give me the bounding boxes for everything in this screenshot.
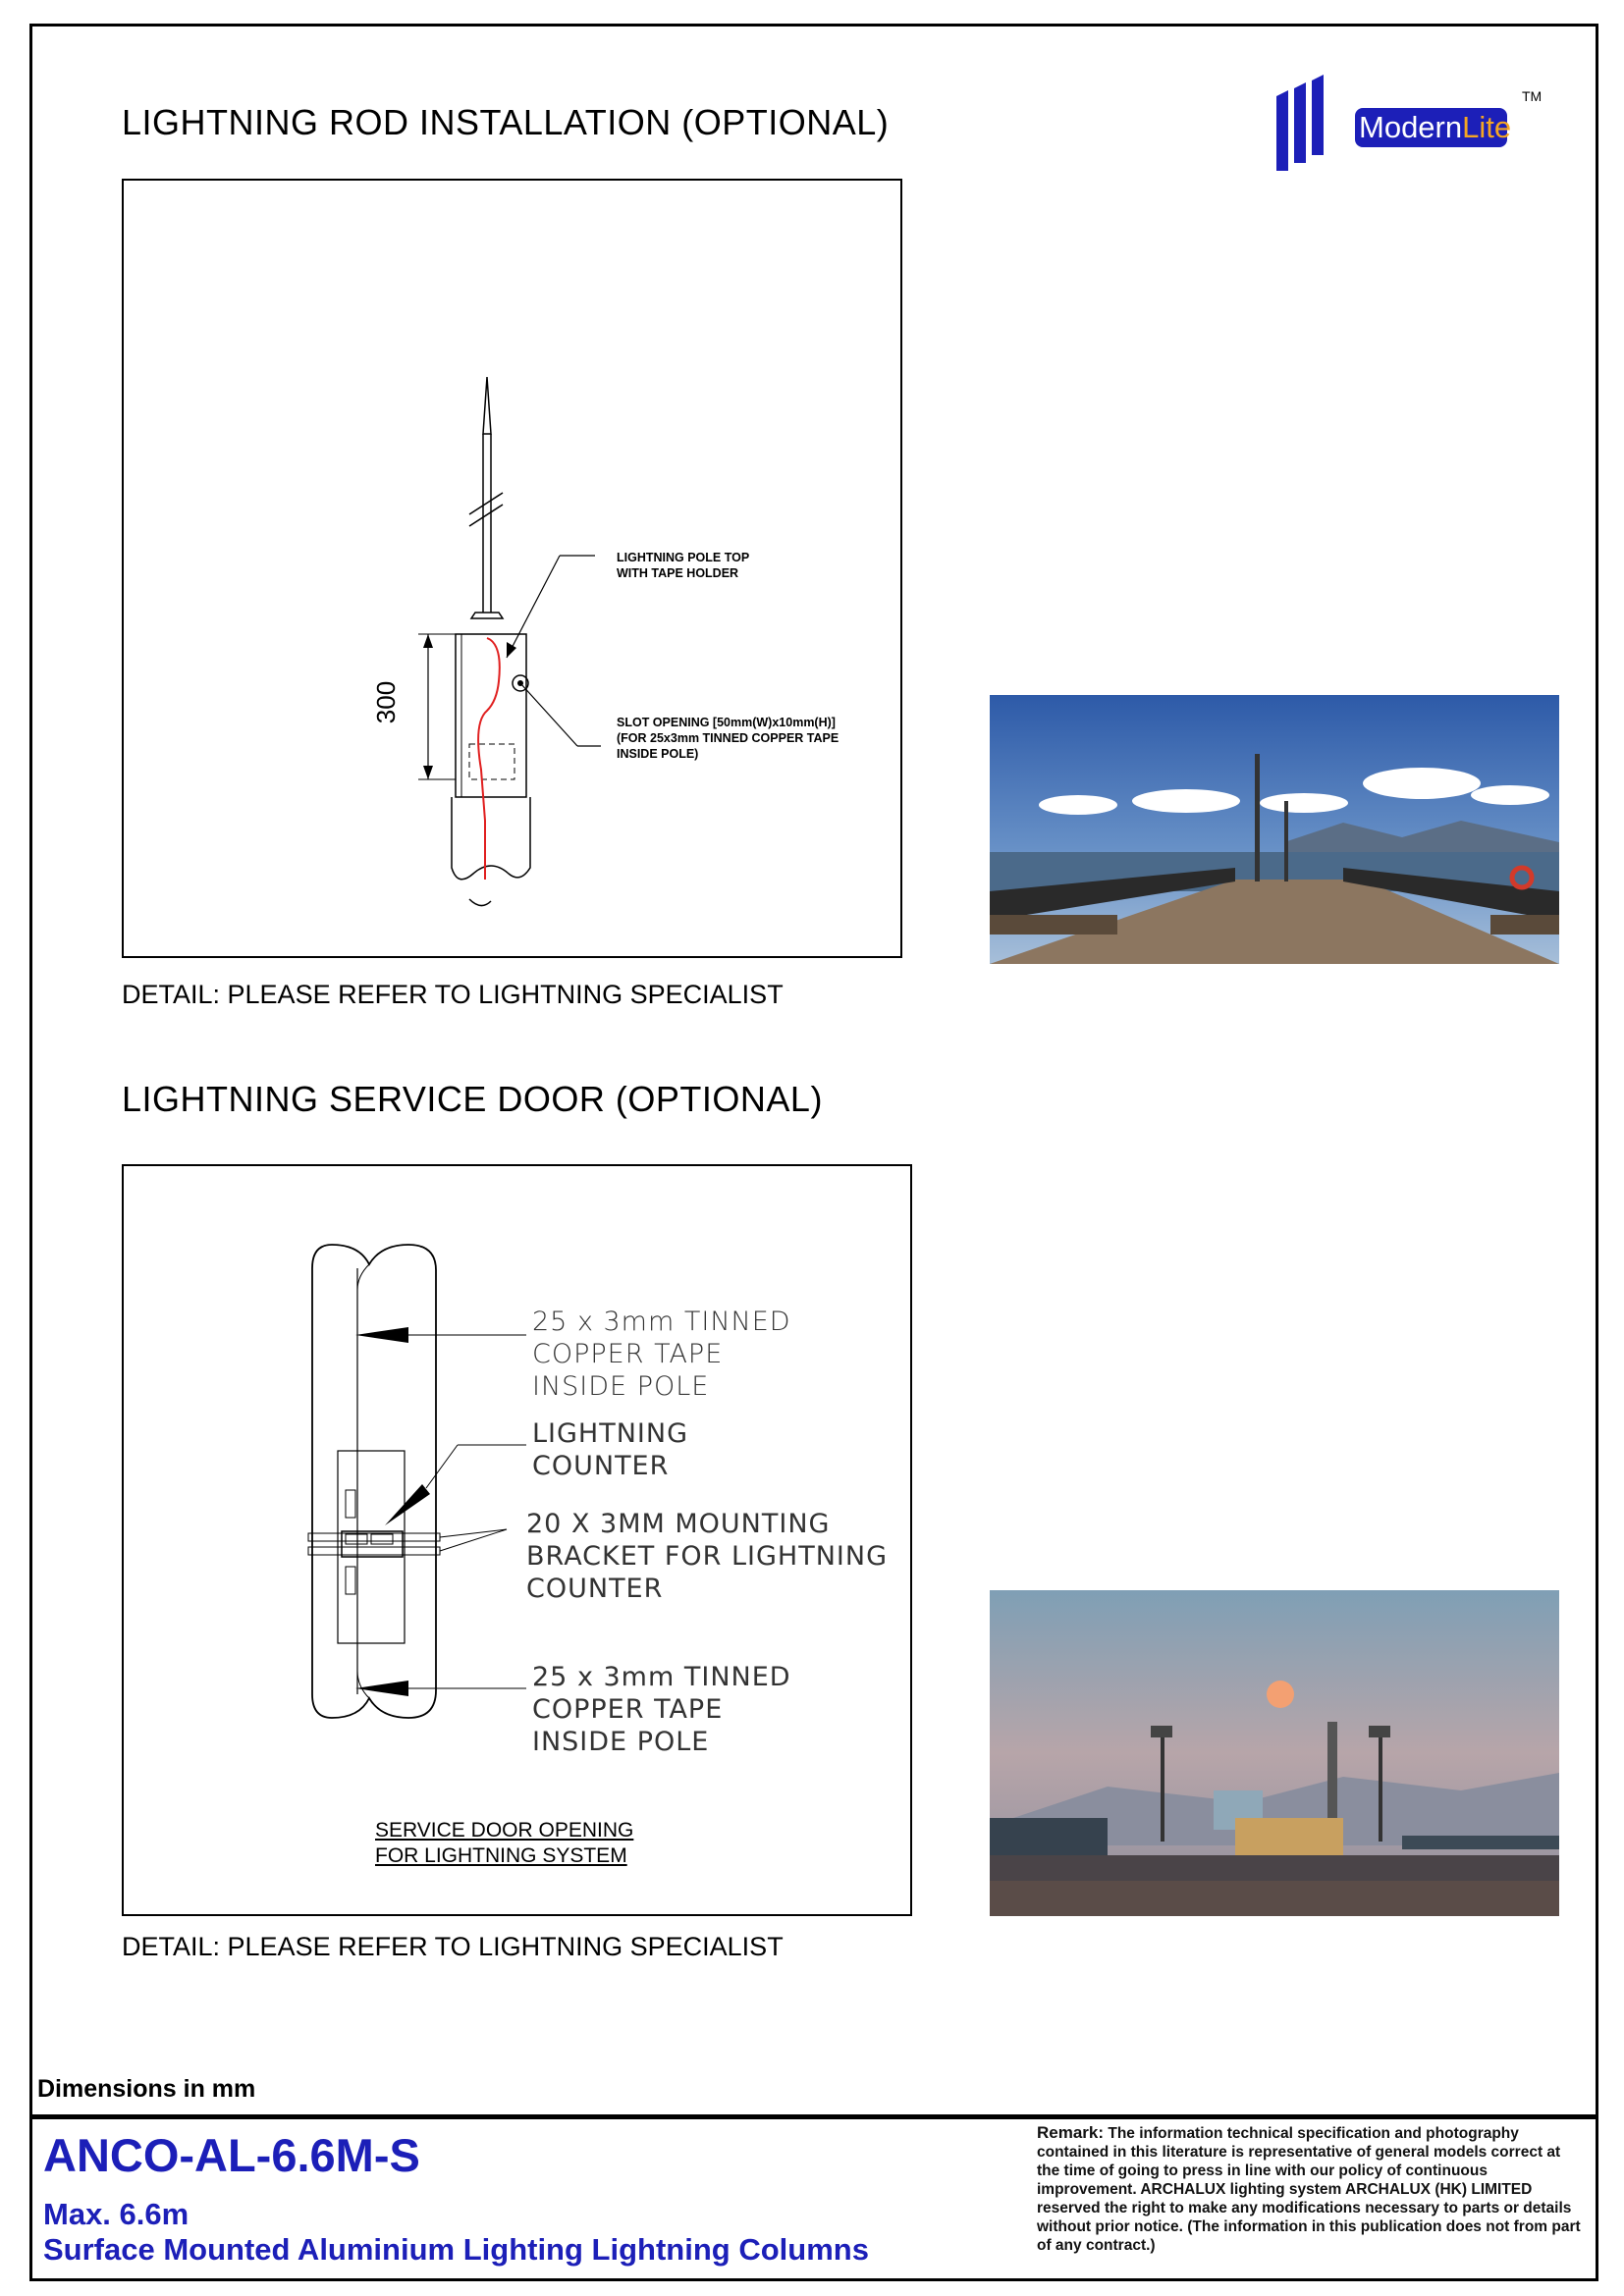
section2-title: LIGHTNING SERVICE DOOR (OPTIONAL) xyxy=(122,1079,823,1119)
label-copper-tape-bottom-line3: INSIDE POLE xyxy=(532,1727,710,1757)
label-copper-tape-top-line3: INSIDE POLE xyxy=(532,1371,710,1402)
product-subtitle: Surface Mounted Aluminium Lighting Lightning Columns xyxy=(43,2232,869,2267)
callout-slot-line2: (FOR 25x3mm TINNED COPPER TAPE xyxy=(617,731,839,745)
pier-photo xyxy=(990,695,1559,964)
logo-text-lite: Lite xyxy=(1462,110,1512,144)
callout-pole-top-line1: LIGHTNING POLE TOP xyxy=(617,551,750,564)
callout-pole-top-line2: WITH TAPE HOLDER xyxy=(617,566,739,580)
service-door-drawing xyxy=(122,1164,912,1916)
model-number: ANCO-AL-6.6M-S xyxy=(43,2129,420,2181)
label-bracket-line2: BRACKET FOR LIGHTNING xyxy=(526,1541,889,1572)
trademark-mark: TM xyxy=(1522,88,1543,104)
label-copper-tape-bottom-line2: COPPER TAPE xyxy=(532,1694,724,1725)
lightning-rod-diagram xyxy=(124,181,904,960)
section1-title: LIGHTNING ROD INSTALLATION (OPTIONAL) xyxy=(122,102,890,142)
label-copper-tape-bottom-line1: 25 x 3mm TINNED xyxy=(532,1662,791,1692)
sunset-photo xyxy=(990,1590,1559,1916)
logo-text-modern: Modern xyxy=(1359,110,1463,144)
section1-detail-note: DETAIL: PLEASE REFER TO LIGHTNING SPECIALIST xyxy=(122,980,784,1009)
section2-detail-note: DETAIL: PLEASE REFER TO LIGHTNING SPECIALIST xyxy=(122,1932,784,1961)
modernlite-logo xyxy=(1274,75,1543,173)
title-block-top-rule xyxy=(29,2114,1598,2119)
label-bracket-line3: COUNTER xyxy=(526,1574,664,1604)
label-bracket-line1: 20 X 3MM MOUNTING xyxy=(526,1509,831,1539)
max-height: Max. 6.6m xyxy=(43,2197,189,2231)
label-copper-tape-top-line1: 25 x 3mm TINNED xyxy=(532,1307,791,1337)
lightning-rod-drawing xyxy=(122,179,902,958)
callout-slot-line1: SLOT OPENING [50mm(W)x10mm(H)] xyxy=(617,716,836,729)
callout-slot-line3: INSIDE POLE) xyxy=(617,747,699,761)
dimension-300: 300 xyxy=(371,680,402,724)
remark-text: The information technical specification and photography contained in this literature is representative of general models correct at the time of going to press in line with our policy of continuous improvement. ARCHALUX lighting system ARCHALUX (HK) LIMITED reserved the right to make any modifications necessary to parts or details without prior notice. (The information in this publication does not from part of any contract.) xyxy=(1037,2125,1581,2254)
label-copper-tape-top-line2: COPPER TAPE xyxy=(532,1339,724,1369)
dimensions-note: Dimensions in mm xyxy=(37,2075,256,2103)
label-lightning-counter-line2: COUNTER xyxy=(532,1451,670,1481)
caption-service-door-line1: SERVICE DOOR OPENING xyxy=(375,1819,634,1842)
title-block-divider xyxy=(1027,2118,1030,2258)
label-lightning-counter-line1: LIGHTNING xyxy=(532,1418,689,1449)
caption-service-door-line2: FOR LIGHTNING SYSTEM xyxy=(375,1844,627,1867)
remark-block xyxy=(1037,2123,1587,2255)
remark-label: Remark: xyxy=(1037,2123,1105,2142)
